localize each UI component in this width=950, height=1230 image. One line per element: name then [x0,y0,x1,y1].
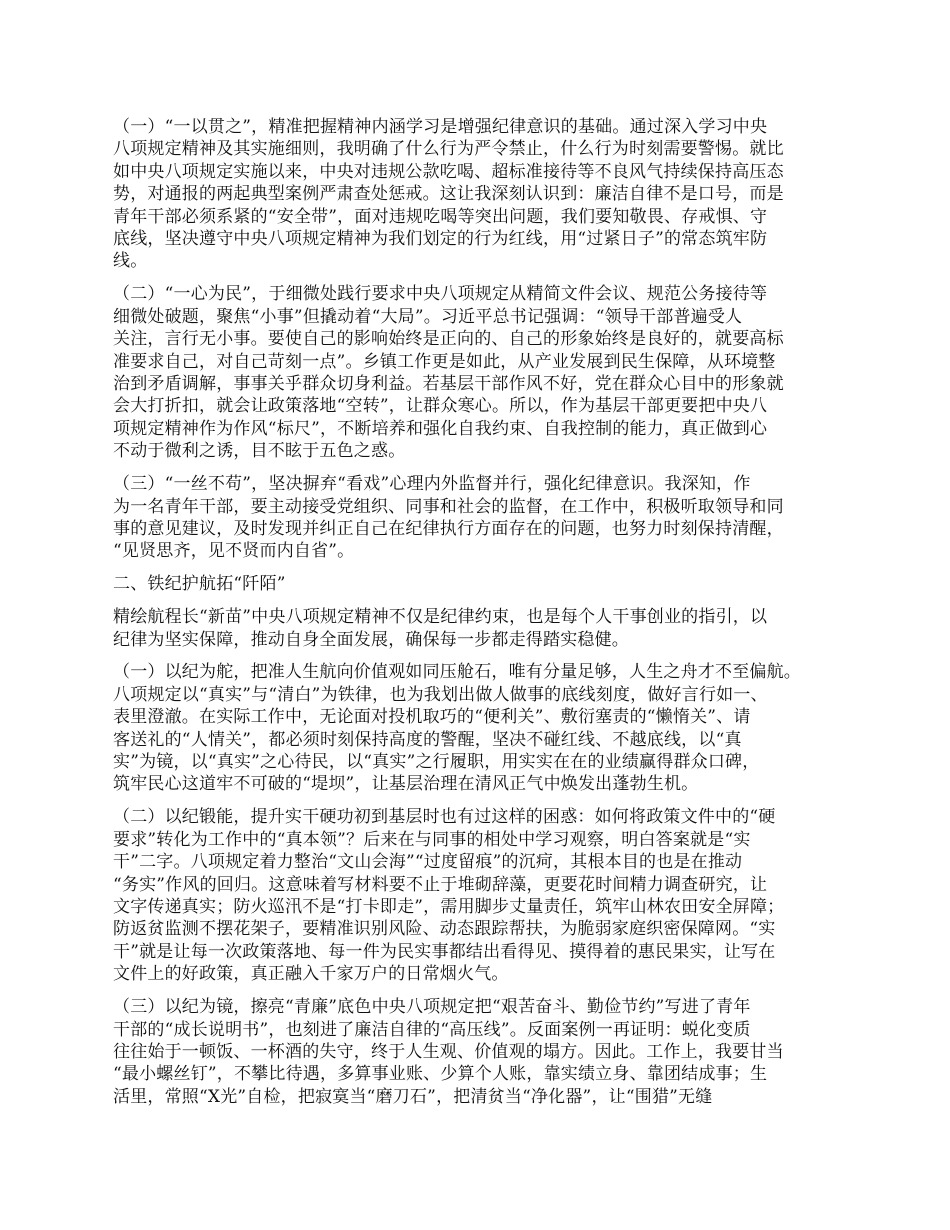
paragraph [113,116,843,273]
text-line: （三）“一丝不苟”，坚决摒弃“看戏”心理内外监督并行，强化纪律意识。我深知，作 [113,474,751,495]
text-line: 会大打折扣，就会让政策落地“空转”，让群众寒心。所以，作为基层干部更要把中央八 [113,396,768,417]
section-heading [113,573,843,595]
text-line: 干部的“成长说明书”，也刻进了廉洁自律的“高压线”。反面案例一再证明：蜕化变质 [113,1019,751,1040]
text-line: 为一名青年干部，要主动接受党组织、同事和社会的监督，在工作中，积极听取领导和同 [113,496,784,517]
text-line: 线。 [113,251,148,272]
text-line: 底线，坚决遵守中央八项规定精神为我们划定的行为红线，用“过紧日子”的常态筑牢防 [113,229,768,250]
text-line: 八项规定精神及其实施细则，我明确了什么行为严令禁止，什么行为时刻需要警惕。就比 [113,139,784,160]
text-line: “务实”作风的回归。这意味着写材料要不止于堆砌辞藻，更要花时间精力调查研究，让 [113,874,768,895]
text-line: 活里，常照“X光”自检，把寂寞当“磨刀石”，把清贫当“净化器”，让“围猎”无缝 [113,1086,713,1107]
paragraph [113,661,843,795]
text-line: “见贤思齐，见不贤而内自省”。 [113,541,355,562]
paragraph [113,806,843,985]
text-line: （一）“一以贯之”，精准把握精神内涵学习是增强纪律意识的基础。通过深入学习中央 [113,117,768,137]
text-line: 干”就是让每一次政策落地、每一件为民实事都结出看得见、摸得着的惠民果实，让写在 [113,941,776,962]
text-line: 项规定精神作为作风“标尺”，不断培养和强化自我约束、自我控制的能力，真正做到心 [113,418,768,439]
text-line: 八项规定以“真实”与“清白”为铁律，也为我划出做人做事的底线刻度，做好言行如一、 [113,684,768,705]
text-line: 如中央八项规定实施以来，中央对违规公款吃喝、超标准接待等不良风气持续保持高压态 [113,161,784,182]
text-line: 事的意见建议，及时发现并纠正自己在纪律执行方面存在的问题，也努力时刻保持清醒， [113,518,784,539]
text-line: 防返贫监测不摆花架子，要精准识别风险、动态跟踪帮扶，为脆弱家庭织密保障网。“实 [113,919,776,940]
text-line: 势，对通报的两起典型案例严肃查处惩戒。这让我深刻认识到：廉洁自律不是口号，而是 [113,184,784,205]
paragraph [113,283,843,462]
text-line: 关注，言行无小事。要使自己的影响始终是正向的、自己的形象始终是良好的，就要高标 [113,329,784,350]
paragraph [113,996,843,1108]
paragraph [113,606,843,651]
text-line: 文件上的好政策，真正融入千家万户的日常烟火气。 [113,964,509,985]
text-line: （二）“一心为民”，于细微处践行要求中央八项规定从精简文件会议、规范公务接待等 [113,284,768,305]
text-line: （二）以纪锻能，提升实干硬功初到基层时也有过这样的困惑：如何将政策文件中的“硬 [113,807,776,828]
text-line: 干”二字。八项规定着力整治“文山会海”“过度留痕”的沉疴，其根本目的也是在推动 [113,852,743,873]
text-line: 实”为镜，以“真实”之心待民，以“真实”之行履职，用实实在在的业绩赢得群众口碑， [113,752,760,773]
text-line: 筑牢民心这道牢不可破的“堤坝”，让基层治理在清风正气中焕发出蓬勃生机。 [113,774,699,795]
text-line: （一）以纪为舵，把准人生航向价值观如同压舱石，唯有分量足够，人生之舟才不至偏航。 [113,662,801,683]
text-line: 纪律为坚实保障，推动自身全面发展，确保每一步都走得踏实稳健。 [113,629,629,650]
text-line: 细微处破题，聚焦“小事”但撬动着“大局”。习近平总书记强调：“领导干部普遍受人 [113,306,743,327]
text-line: 要求”转化为工作中的“真本领”？后来在与同事的相处中学习观察，明白答案就是“实 [113,829,751,850]
text-line: 治到矛盾调解，事事关乎群众切身利益。若基层干部作风不好，党在群众心目中的形象就 [113,373,784,394]
text-line: “最小螺丝钉”，不攀比待遇，多算事业账、少算个人账，靠实绩立身、靠团结成事；生 [113,1064,768,1085]
text-line: 精绘航程长“新苗”中央八项规定精神不仅是纪律约束，也是每个人干事创业的指引，以 [113,607,768,628]
text-line: 往往始于一顿饭、一杯酒的失守，终于人生观、价值观的塌方。因此。工作上，我要甘当 [113,1041,784,1062]
text-line: 二、铁纪护航拓“阡陌” [113,574,286,595]
text-line: 青年干部必须系紧的“安全带”，面对违规吃喝等突出问题，我们要知敬畏、存戒惧、守 [113,206,768,227]
text-line: 表里澄澈。在实际工作中，无论面对投机取巧的“便利关”、敷衍塞责的“懒惰关”、请 [113,707,751,728]
text-line: 不动于微利之诱，目不眩于五色之惑。 [113,441,406,462]
text-line: 准要求自己，对自己苛刻一点”。乡镇工作更是如此，从产业发展到民生保障，从环境整 [113,351,776,372]
text-line: 文字传递真实；防火巡汛不是“打卡即走”，需用脚步丈量责任，筑牢山林农田安全屏障； [113,897,785,917]
text-line: （三）以纪为镜，擦亮“青廉”底色中央八项规定把“艰苦奋斗、勤俭节约”写进了青年 [113,997,751,1018]
paragraph [113,473,843,563]
document-page [113,116,843,1119]
text-line: 客送礼的“人情关”，都必须时刻保持高度的警醒，坚决不碰红线、不越底线，以“真 [113,729,742,750]
